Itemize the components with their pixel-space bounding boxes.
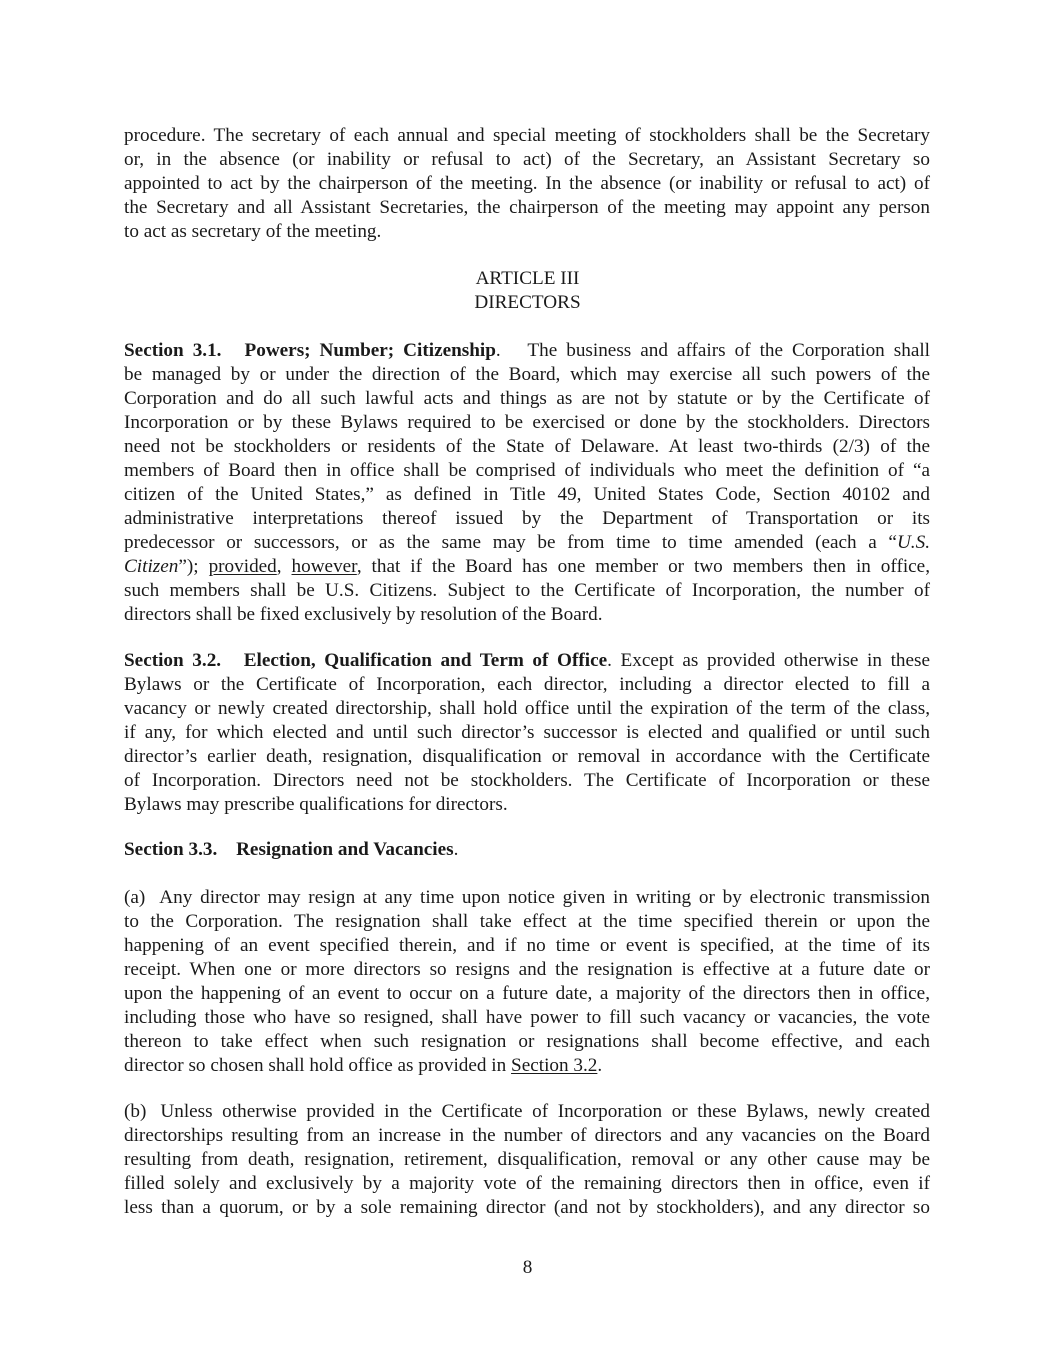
text-line: upon the happening of an event to occur on a future date, a majority of the directors then in office, (124, 983, 930, 1004)
article-number: ARTICLE III (475, 268, 580, 289)
text-line: need not be stockholders or residents of the State of Delaware. At least two-thirds (2/3) of the (124, 436, 930, 457)
text-line: resulting from death, resignation, retirement, disqualification, removal or any other cause may be (124, 1149, 930, 1170)
text-run: , that if the Board has one member or two members then in office, (356, 556, 930, 577)
text-run: Any director may resign at any time upon notice given in writing or by electronic transmission (159, 887, 930, 908)
text-line: director’s earlier death, resignation, disqualification or removal in accordance with the Certificate (124, 746, 930, 767)
text-line: such members shall be U.S. Citizens. Subject to the Certificate of Incorporation, the number of (124, 580, 930, 601)
text-line: procedure. The secretary of each annual and special meeting of stockholders shall be the Secretary (124, 125, 930, 146)
section-number: Section 3.1. (124, 340, 222, 361)
text-run: Unless otherwise provided in the Certificate of Incorporation or these Bylaws, newly created (160, 1101, 930, 1122)
text-line: Incorporation or by these Bylaws required to be exercised or done by the stockholders. Directors (124, 412, 930, 433)
text-line: members of Board then in office shall be comprised of individuals who meet the definition of “a (124, 460, 930, 481)
however-term: however (291, 556, 357, 577)
paragraph-label: (b) (124, 1101, 147, 1122)
page-number: 8 (522, 1257, 533, 1278)
section-3-1-first-line: Section 3.1. Powers; Number; Citizenship. The business and affairs of the Corporation shall (124, 340, 931, 361)
paragraph-label: (a) (124, 887, 146, 908)
text-line: thereon to take effect when such resignation or resignations shall become effective, and each (124, 1031, 930, 1052)
text-line: Bylaws or the Certificate of Incorporation, each director, including a director elected to fill a (124, 674, 930, 695)
section-number: Section 3.3. (124, 839, 218, 860)
article-title: DIRECTORS (474, 292, 581, 313)
text-line: less than a quorum, or by a sole remaining director (and not by stockholders), and any director so (124, 1197, 930, 1218)
text-line: be managed by or under the direction of the Board, which may exercise all such powers of the (124, 364, 930, 385)
text-line (124, 1100, 930, 1124)
text-run: director so chosen shall hold office as provided in (124, 1055, 512, 1076)
section-3-3-heading (124, 838, 930, 862)
defined-term: Citizen (124, 556, 179, 577)
text-line: directors shall be fixed exclusively by resolution of the Board. (124, 604, 603, 625)
section-heading: Election, Qualification and Term of Office (243, 650, 608, 671)
section-number: Section 3.2. (124, 650, 222, 671)
text-line: or, in the absence (or inability or refusal to act) of the Secretary, an Assistant Secretary so (124, 149, 930, 170)
text-line: to the Corporation. The resignation shall take effect at the time specified therein or upon the (124, 911, 930, 932)
section-3-3-para-a (124, 886, 930, 1078)
section-heading: Resignation and Vacancies (236, 839, 454, 860)
text-line: filled solely and exclusively by a majority vote of the remaining directors then in office, even if (124, 1173, 930, 1194)
text-line: the Secretary and all Assistant Secretaries, the chairperson of the meeting may appoint any person (124, 197, 930, 218)
text-run: Except as provided otherwise in these (620, 650, 931, 671)
section-3-2-cross-reference[interactable]: Section 3.2 (511, 1055, 598, 1076)
text-line: vacancy or newly created directorship, shall hold office until the expiration of the term of the class, (124, 698, 930, 719)
text-line: including those who have so resigned, shall have power to fill such vacancy or vacancies, the vote (124, 1007, 930, 1028)
text-line (124, 1054, 930, 1078)
text-run: , (276, 556, 292, 577)
text-line: directorships resulting from an increase in the number of directors and any vacancies on the Board (124, 1125, 930, 1146)
text-line: Bylaws may prescribe qualifications for directors. (124, 794, 508, 815)
text-run: predecessor or successors, or as the same may be from time to time amended (each a “ (124, 532, 897, 553)
text-line: appointed to act by the chairperson of the meeting. In the absence (or inability or refusal to act) of (124, 173, 930, 194)
text-line (124, 531, 930, 555)
text-run: . (597, 1055, 603, 1076)
text-line: administrative interpretations thereof issued by the Department of Transportation or its (124, 508, 930, 529)
text-line (124, 555, 930, 579)
defined-term: U.S. (896, 532, 930, 553)
section-3-3-heading-line: Section 3.3. Resignation and Vacancies. (124, 839, 459, 860)
intro-paragraph (124, 124, 930, 244)
text-line: Corporation and do all such lawful acts and things as are not by statute or by the Certificate of (124, 388, 930, 409)
text-line: of Incorporation. Directors need not be stockholders. The Certificate of Incorporation or these (124, 770, 930, 791)
text-line: to act as secretary of the meeting. (124, 221, 382, 242)
text-line: receipt. When one or more directors so resigns and the resignation is effective at a future date or (124, 959, 930, 980)
section-3-2-first-line: Section 3.2. Election, Qualification and Term of Office. Except as provided otherwise in these (124, 650, 931, 671)
section-heading: Powers; Number; Citizenship (244, 340, 496, 361)
text-line: citizen of the United States,” as defined in Title 49, United States Code, Section 40102 and (124, 484, 930, 505)
text-line: if any, for which elected and until such director’s successor is elected and qualified or until such (124, 722, 930, 743)
text-run: ”); (178, 556, 209, 577)
section-3-3-para-b (124, 1100, 930, 1220)
provided-term: provided (208, 556, 277, 577)
text-line (124, 886, 930, 910)
section-3-2 (124, 649, 930, 817)
section-3-1 (124, 339, 930, 627)
text-line: happening of an event specified therein, and if no time or event is specified, at the time of its (124, 935, 930, 956)
text-run: The business and affairs of the Corporation shall (527, 340, 931, 361)
